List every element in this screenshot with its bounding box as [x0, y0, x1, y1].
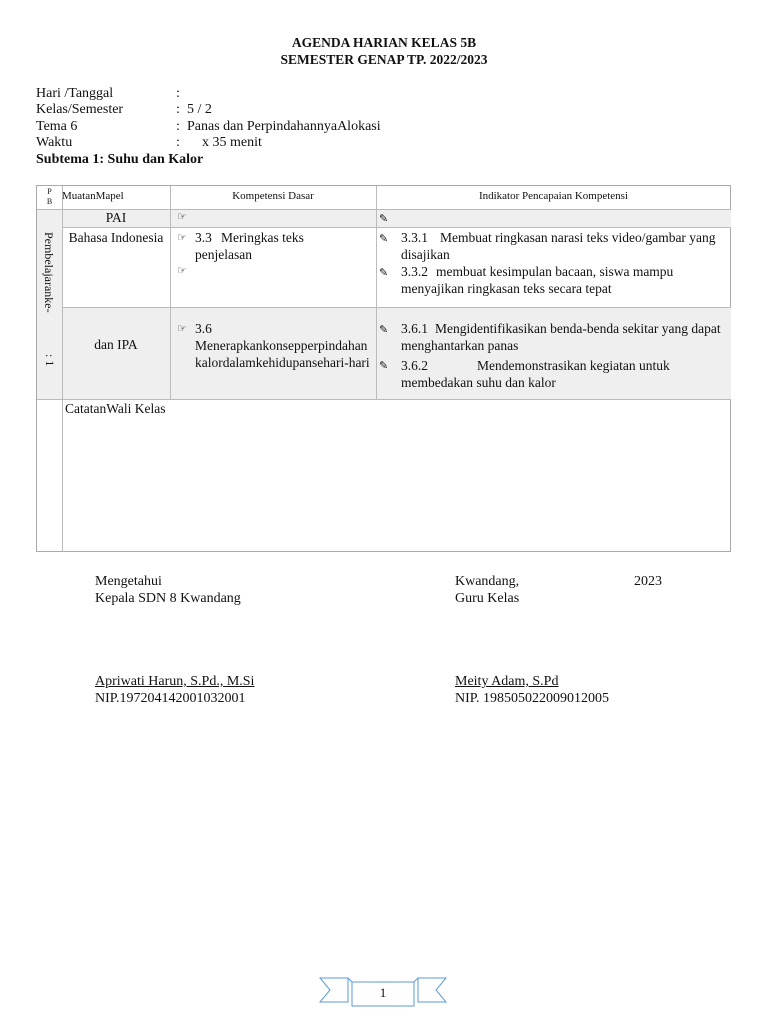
pointing-hand-icon: ☞ [177, 322, 187, 335]
pencil-arrow-icon: ✎ [379, 212, 389, 225]
ipk-code: 3.3.2 [401, 264, 428, 279]
info-colon-kelas: : [176, 102, 180, 117]
ipk-code: 3.6.2 [401, 358, 428, 373]
col-divider [170, 186, 171, 399]
pencil-arrow-icon: ✎ [379, 266, 389, 279]
ipk-text: Mendemonstrasikan kegiatan untuk membedakan suhu dan kalor [401, 358, 670, 390]
sig-right-year: 2023 [634, 574, 662, 589]
row-divider [62, 307, 731, 308]
info-label-kelas: Kelas/Semester [36, 102, 124, 117]
info-colon-tema: : [176, 119, 180, 134]
pointing-hand-icon: ☞ [177, 210, 187, 223]
pencil-arrow-icon: ✎ [379, 323, 389, 336]
ipk-code: 3.6.1 [401, 321, 428, 336]
notes-label: CatatanWali Kelas [65, 401, 166, 416]
side-label-pembelajaran: Pembelajaranke- [42, 232, 56, 313]
agenda-table [36, 185, 731, 552]
info-value-kelas: 5 / 2 [187, 102, 212, 117]
sig-left-line2: Kepala SDN 8 Kwandang [95, 591, 241, 606]
sig-right-line2: Guru Kelas [455, 591, 520, 606]
sig-right-nip: NIP. 198505022009012005 [455, 691, 610, 706]
info-colon-waktu: : [176, 135, 180, 150]
header-muatan: MuatanMapel [62, 190, 124, 202]
ipk-text: membuat kesimpulan bacaan, siswa mampu menyajikan ringkasan teks secara tepat [401, 264, 674, 296]
sig-left-line1: Mengetahui [95, 574, 162, 589]
row-ipa-kd-number: 3.6 [195, 321, 212, 336]
info-value-tema: Panas dan PerpindahannyaAlokasi [187, 119, 381, 134]
info-label-hari: Hari /Tanggal [36, 86, 114, 101]
pencil-arrow-icon: ✎ [379, 232, 389, 245]
row-bindo-kd-text: Meringkas teks penjelasan [195, 230, 304, 262]
header-pb: P B [46, 187, 53, 206]
side-label-number: : 1 [43, 354, 57, 367]
pencil-arrow-icon: ✎ [379, 359, 389, 372]
info-value-waktu: x 35 menit [202, 135, 262, 150]
sig-left-name: Apriwati Harun, S.Pd., M.Si [95, 674, 255, 689]
row-divider [62, 227, 731, 228]
row-ipa-muatan: dan IPA [94, 337, 138, 352]
info-colon-hari: : [176, 86, 180, 101]
ipk-text: Mengidentifikasikan benda-benda sekitar yang dapat menghantarkan panas [401, 321, 721, 353]
row-pai-muatan: PAI [105, 210, 127, 225]
row-bindo-muatan: Bahasa Indonesia [68, 230, 164, 245]
row-ipa-kd-text: Menerapkankonsepperpindahankalordalamkehidupansehari-hari [195, 338, 370, 370]
info-label-waktu: Waktu [36, 135, 73, 150]
pointing-hand-icon: ☞ [177, 231, 187, 244]
subtema-heading: Subtema 1: Suhu dan Kalor [36, 152, 204, 167]
page-number: 1 [379, 985, 387, 1000]
sig-left-nip: NIP.197204142001032001 [95, 691, 246, 706]
header-indikator: Indikator Pencapaian Kompetensi [478, 190, 629, 202]
col-divider [376, 186, 377, 399]
sig-right-name: Meity Adam, S.Pd [455, 674, 559, 689]
ipk-text: Membuat ringkasan narasi teks video/gambar yang disajikan [401, 230, 716, 262]
pointing-hand-icon: ☞ [177, 264, 187, 277]
info-label-tema: Tema 6 [36, 119, 78, 134]
ipk-code: 3.3.1 [401, 230, 428, 245]
header-kompetensi-dasar: Kompetensi Dasar [232, 190, 314, 202]
document-subtitle: SEMESTER GENAP TP. 2022/2023 [280, 52, 488, 67]
sig-right-place: Kwandang, [455, 574, 520, 589]
row-bindo-kd-number: 3.3 [195, 230, 212, 245]
document-title: AGENDA HARIAN KELAS 5B [291, 35, 477, 50]
